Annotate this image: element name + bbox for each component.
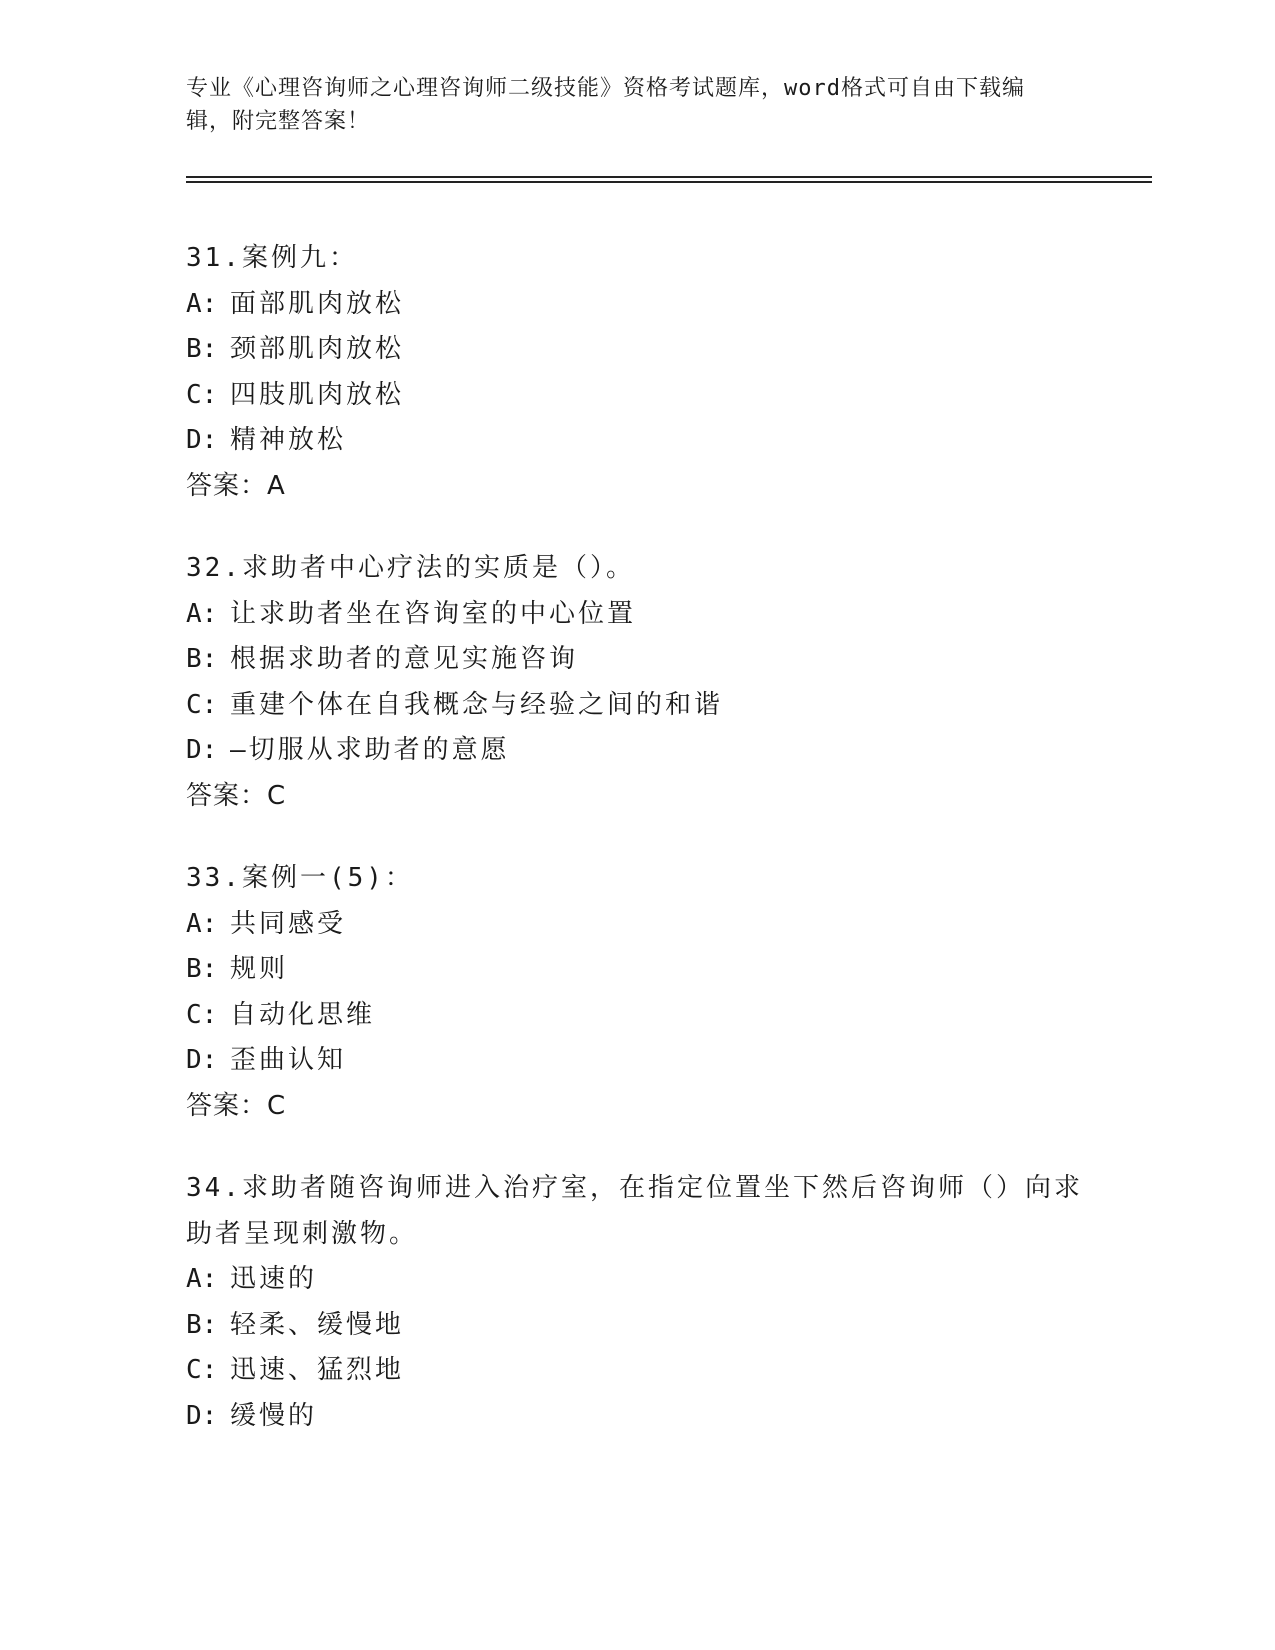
option-label: D: [186, 1045, 218, 1075]
option-label: A: [186, 288, 218, 319]
header-divider-top [186, 176, 1152, 178]
option-a [186, 282, 1086, 328]
option-label: B: [186, 334, 218, 364]
option-a [186, 592, 1086, 638]
question-list [186, 236, 1086, 1476]
answer-line: 答案：A [186, 470, 286, 501]
document-header: 专业《心理咨询师之心理咨询师二级技能》资格考试题库，word格式可自由下载编辑，附完整答案！ [186, 76, 1025, 134]
option-a [186, 1257, 1086, 1303]
option-text: 根据求助者的意见实施咨询 [230, 644, 579, 674]
option-d [186, 728, 1086, 774]
option-text: 面部肌肉放松 [230, 288, 405, 319]
option-label: B: [186, 644, 218, 674]
option-label: B: [186, 1309, 218, 1340]
option-label: C: [186, 689, 218, 720]
question-32 [186, 546, 1086, 819]
option-label: C: [186, 379, 218, 410]
option-c [186, 993, 1086, 1039]
option-text: 缓慢的 [230, 1400, 318, 1431]
answer-line: 答案：C [186, 780, 287, 811]
answer-line: 答案：C [186, 1090, 287, 1121]
option-text: 四肢肌肉放松 [230, 379, 405, 410]
option-text: 重建个体在自我概念与经验之间的和谐 [230, 689, 724, 720]
question-stem: 33.案例一(5)： [186, 863, 414, 893]
option-label: D: [186, 1400, 218, 1431]
question-33 [186, 856, 1086, 1129]
option-text: —切服从求助者的意愿 [230, 735, 510, 765]
question-34 [186, 1166, 1086, 1439]
question-31 [186, 236, 1086, 509]
option-label: A: [186, 598, 218, 629]
option-label: A: [186, 1264, 218, 1294]
option-text: 精神放松 [230, 425, 347, 455]
option-b [186, 327, 1086, 373]
option-c [186, 1348, 1086, 1394]
option-b [186, 637, 1086, 683]
option-label: D: [186, 425, 218, 455]
option-d [186, 1038, 1086, 1084]
option-label: C: [186, 999, 218, 1030]
option-text: 自动化思维 [230, 999, 376, 1030]
option-label: B: [186, 954, 218, 984]
option-c [186, 373, 1086, 419]
option-b [186, 947, 1086, 993]
option-text: 迅速、猛烈地 [230, 1355, 405, 1385]
option-c [186, 683, 1086, 729]
option-d [186, 1394, 1086, 1440]
option-label: C: [186, 1355, 218, 1385]
question-stem: 34.求助者随咨询师进入治疗室，在指定位置坐下然后咨询师（）向求助者呈现刺激物。 [186, 1173, 1083, 1249]
option-label: D: [186, 735, 218, 765]
option-label: A: [186, 908, 218, 939]
option-a [186, 902, 1086, 948]
option-text: 让求助者坐在咨询室的中心位置 [230, 598, 637, 629]
header-divider-bottom [186, 181, 1152, 183]
option-text: 歪曲认知 [230, 1045, 347, 1075]
option-text: 规则 [230, 954, 289, 984]
option-b [186, 1303, 1086, 1349]
option-text: 颈部肌肉放松 [230, 334, 405, 364]
question-stem: 32.求助者中心疗法的实质是（）。 [186, 553, 635, 583]
option-text: 共同感受 [230, 908, 347, 939]
question-stem: 31.案例九： [186, 243, 358, 273]
option-d [186, 418, 1086, 464]
option-text: 迅速的 [230, 1264, 318, 1294]
option-text: 轻柔、缓慢地 [230, 1309, 405, 1340]
